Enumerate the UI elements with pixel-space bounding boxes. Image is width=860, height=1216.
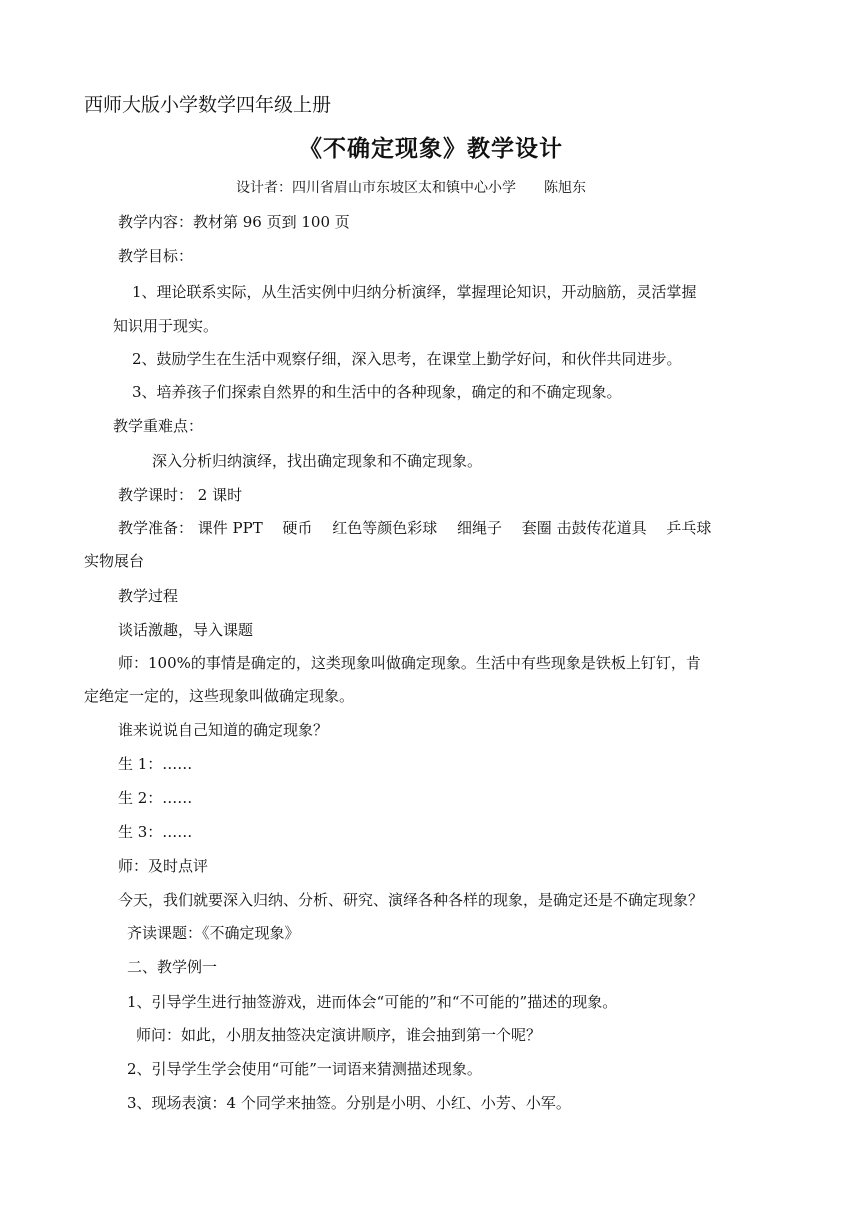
step-2: 2、引导学生学会使用“可能”一词语来猜测描述现象。 [127,1060,482,1078]
teacher-question: 师问：如此，小朋友抽签决定演讲顺序，谁会抽到第一个呢？ [136,1026,542,1044]
student-2: 生 2：…… [118,789,193,807]
goal-1-line-2: 知识用于现实。 [113,317,219,335]
student-3: 生 3：…… [118,823,193,841]
key-points-heading: 教学重难点： [113,417,204,435]
step-3: 3、现场表演：4 个同学来抽签。分别是小明、小红、小芳、小军。 [127,1094,571,1112]
goal-2: 2、鼓励学生在生活中观察仔细，深入思考，在课堂上勤学好问，和伙伴共同进步。 [132,350,682,368]
goals-heading: 教学目标： [118,247,194,265]
teacher-2: 师：及时点评 [118,857,209,875]
step-1: 1、引导学生进行抽签游戏，进而体会“可能的”和“不可能的”描述的现象。 [127,993,618,1011]
prep-line-2: 实物展台 [84,552,145,570]
section-1-heading: 谈话激趣，导入课题 [118,621,254,639]
prep-line-1: 教学准备： 课件 PPT 硬币 红色等颜色彩球 细绳子 套圈 击鼓传花道具 乒乓球 [118,519,712,537]
question-line: 谁来说说自己知道的确定现象？ [118,721,329,739]
teacher-1-line-2: 定绝定一定的，这些现象叫做确定现象。 [84,687,355,705]
student-1: 生 1：…… [118,755,193,773]
read-title-line: 齐读课题：《不确定现象》 [127,924,300,942]
goal-1-line-1: 1、理论联系实际，从生活实例中归纳分析演绎，掌握理论知识，开动脑筋，灵活掌握 [132,283,697,301]
teaching-hours: 教学课时： 2 课时 [118,486,243,504]
section-2-heading: 二、教学例一 [127,958,218,976]
teacher-1-line-1: 师：100%的事情是确定的，这类现象叫做确定现象。生活中有些现象是铁板上钉钉，肯 [118,654,701,672]
doc-header: 西师大版小学数学四年级上册 [84,94,332,116]
goal-3: 3、培养孩子们探索自然界的和生活中的各种现象，确定的和不确定现象。 [132,383,622,401]
today-line: 今天，我们就要深入归纳、分析、研究、演绎各种各样的现象，是确定还是不确定现象？ [118,891,704,909]
process-heading: 教学过程 [118,587,179,605]
key-points-text: 深入分析归纳演绎，找出确定现象和不确定现象。 [152,452,483,470]
teaching-content: 教学内容：教材第 96 页到 100 页 [118,213,350,231]
doc-title: 《不确定现象》教学设计 [299,135,563,162]
designer-line: 设计者：四川省眉山市东坡区太和镇中心小学 陈旭东 [236,180,586,196]
